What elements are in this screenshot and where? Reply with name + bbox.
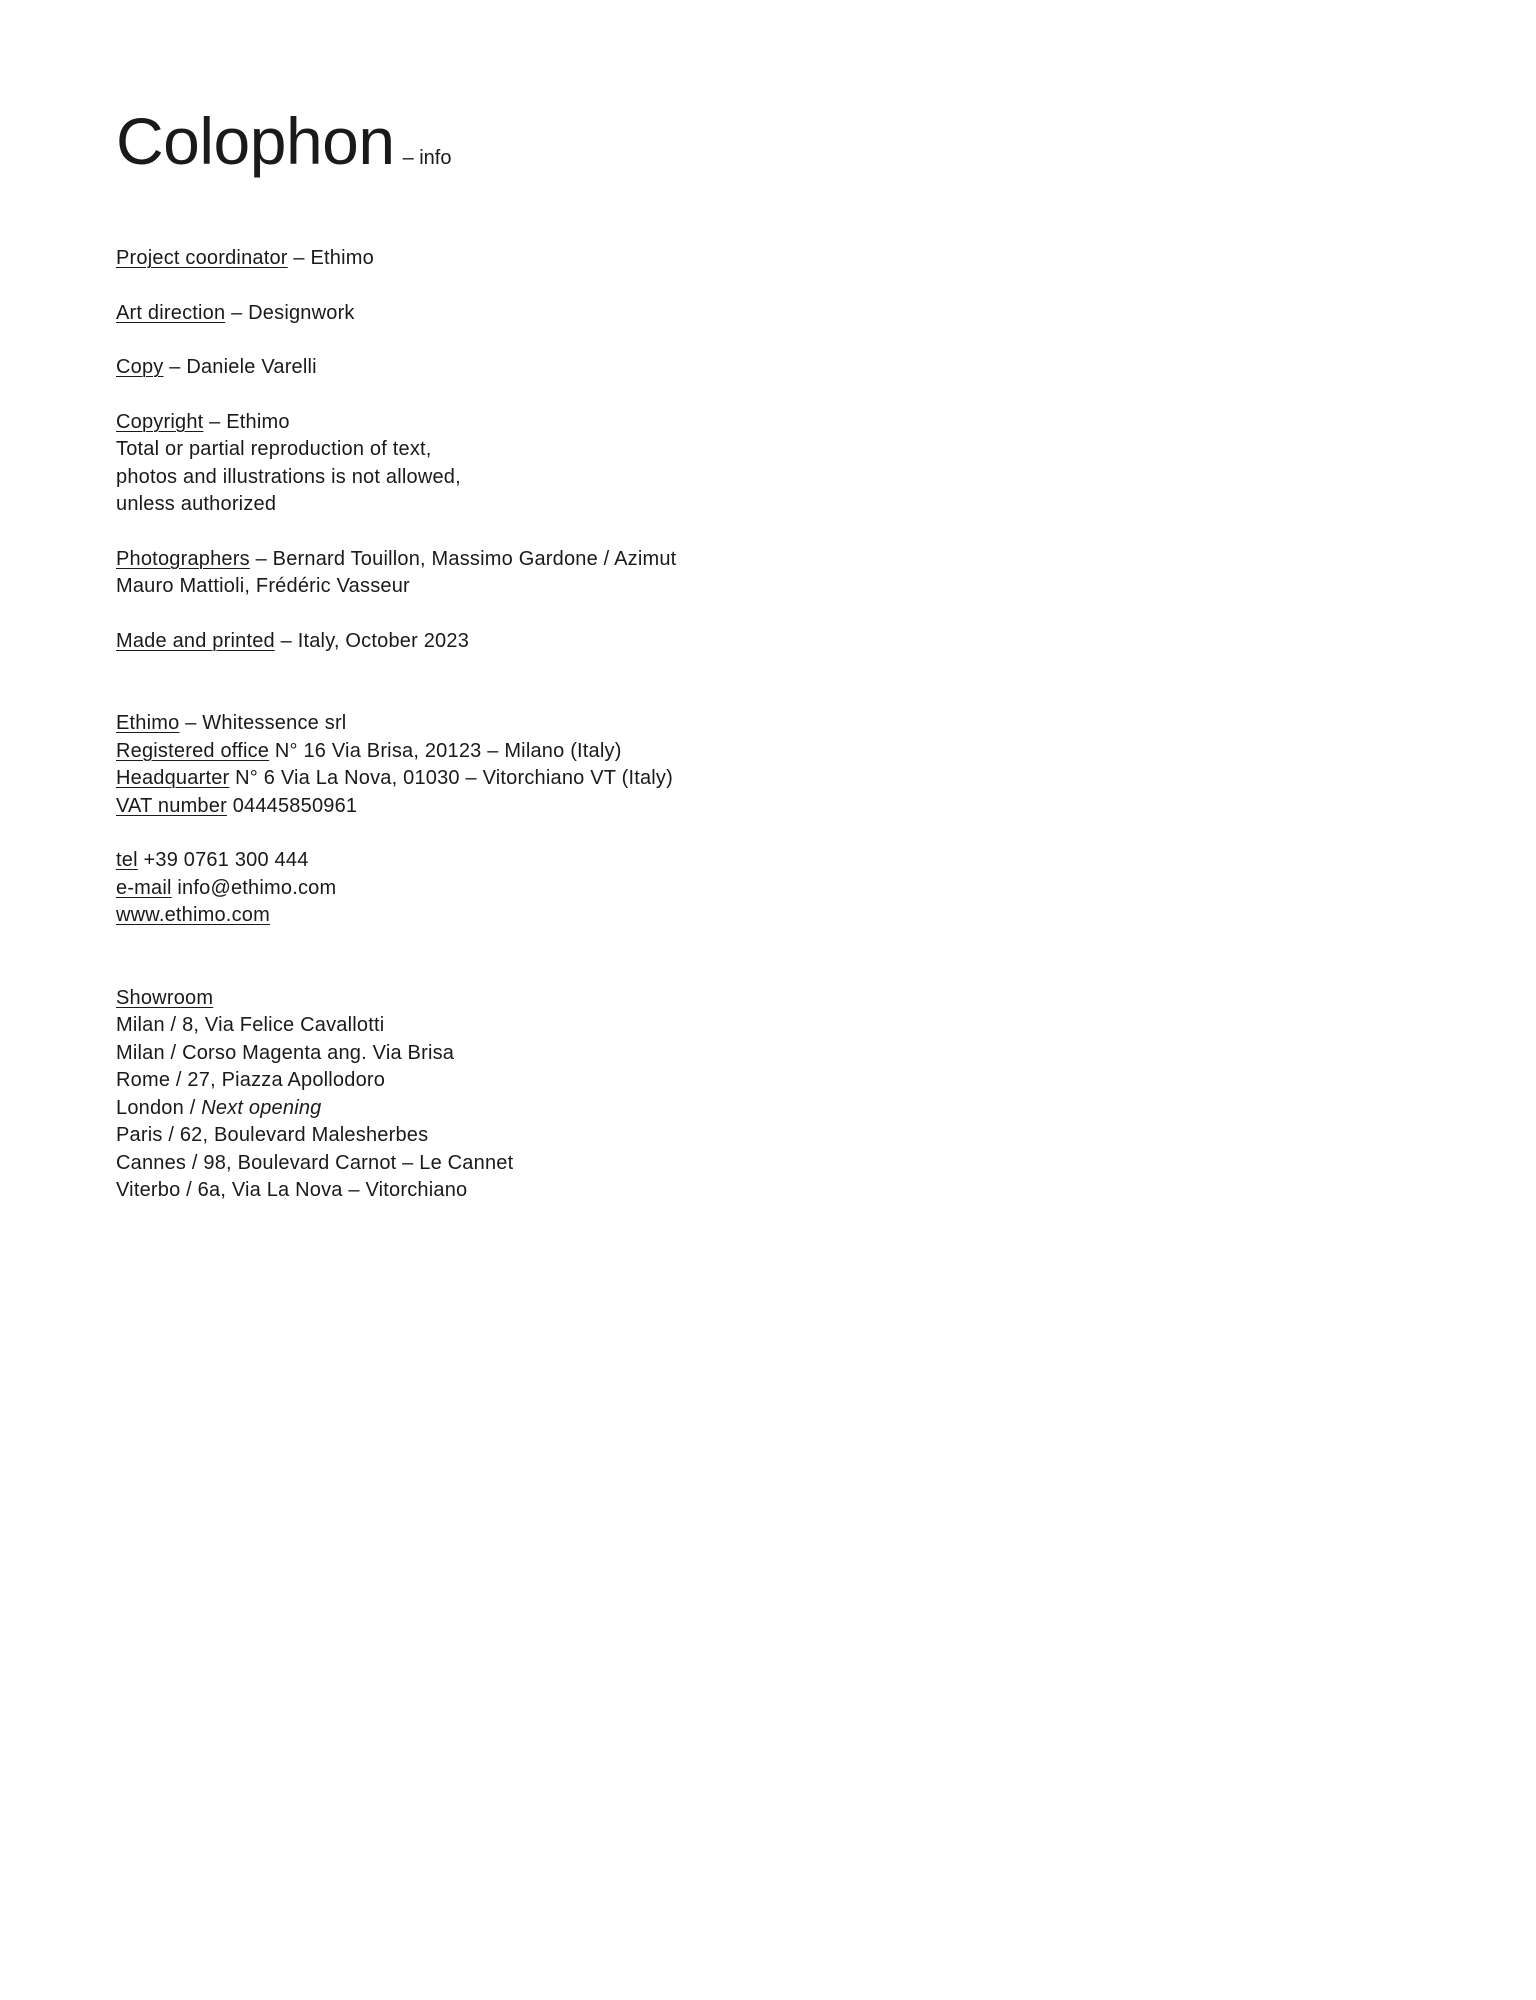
- company-vat-number: [116, 793, 676, 821]
- company-registered-office: [116, 738, 676, 766]
- showroom-london-note: Next opening: [201, 1096, 322, 1119]
- showroom-label: Showroom: [116, 986, 214, 1009]
- colophon-page: [116, 104, 1416, 1201]
- company-value: N° 6 Via La Nova, 01030 – Vitorchiano VT (Italy): [229, 767, 673, 789]
- credit-art-direction: [116, 300, 676, 328]
- contact-value: info@ethimo.com: [171, 876, 337, 899]
- showroom-item: Cannes / 98, Boulevard Carnot – Le Cannet: [116, 1151, 514, 1174]
- company-value: 04445850961: [226, 794, 358, 817]
- credit-value: – Daniele Varelli: [163, 356, 317, 378]
- credit-value: – Bernard Touillon, Massimo Gardone / Azimut: [249, 547, 677, 570]
- contact-email: [116, 875, 676, 903]
- showroom-item: Rome / 27, Piazza Apollodoro: [116, 1069, 386, 1091]
- company-name: [116, 710, 676, 738]
- contact-website: [116, 902, 676, 930]
- copyright-notice-line: Total or partial reproduction of text,: [116, 438, 432, 460]
- credit-photographers: [116, 546, 676, 574]
- credit-label: Copy: [116, 356, 164, 378]
- showroom-item-london: [116, 1095, 676, 1123]
- credit-project-coordinator: [116, 245, 676, 273]
- website-link[interactable]: www.ethimo.com: [116, 904, 270, 926]
- page-title: Colophon: [116, 104, 395, 178]
- page-subtitle: – info: [402, 147, 452, 169]
- credit-copy: [116, 354, 676, 382]
- contact-tel: [116, 847, 676, 875]
- company-label: Registered office: [116, 739, 270, 762]
- showroom-london-prefix: London /: [116, 1096, 202, 1119]
- showroom-item: Milan / Corso Magenta ang. Via Brisa: [116, 1041, 455, 1064]
- showroom-item: Viterbo / 6a, Via La Nova – Vitorchiano: [116, 1179, 468, 1201]
- company-label: VAT number: [116, 794, 227, 817]
- company-value: N° 16 Via Brisa, 20123 – Milano (Italy): [269, 739, 622, 762]
- credit-label: Art direction: [116, 301, 226, 324]
- company-value: – Whitessence srl: [179, 712, 347, 734]
- showroom-heading: [116, 985, 676, 1013]
- credit-made-and-printed: [116, 628, 676, 656]
- credit-value: – Ethimo: [203, 410, 290, 433]
- credit-label: Photographers: [116, 547, 250, 570]
- copyright-notice-line: photos and illustrations is not allowed,: [116, 465, 461, 488]
- credit-label: Project coordinator: [116, 247, 288, 269]
- credit-value: – Designwork: [225, 301, 355, 324]
- credit-label: Copyright: [116, 410, 204, 433]
- colophon-content: [116, 245, 676, 1205]
- credit-value: – Ethimo: [287, 247, 374, 269]
- contact-label: tel: [116, 849, 138, 871]
- company-label: Ethimo: [116, 712, 180, 734]
- contact-value: +39 0761 300 444: [137, 849, 309, 871]
- photographers-line-2: Mauro Mattioli, Frédéric Vasseur: [116, 575, 410, 597]
- contact-label: e-mail: [116, 876, 172, 899]
- company-label: Headquarter: [116, 767, 230, 789]
- copyright-notice-line: unless authorized: [116, 493, 277, 515]
- page-header: [116, 104, 1416, 178]
- showroom-item: Paris / 62, Boulevard Malesherbes: [116, 1124, 429, 1146]
- showroom-item: Milan / 8, Via Felice Cavallotti: [116, 1014, 385, 1036]
- credit-copyright: [116, 409, 676, 437]
- credit-label: Made and printed: [116, 629, 275, 652]
- company-headquarter: [116, 765, 676, 793]
- credit-value: – Italy, October 2023: [274, 629, 470, 652]
